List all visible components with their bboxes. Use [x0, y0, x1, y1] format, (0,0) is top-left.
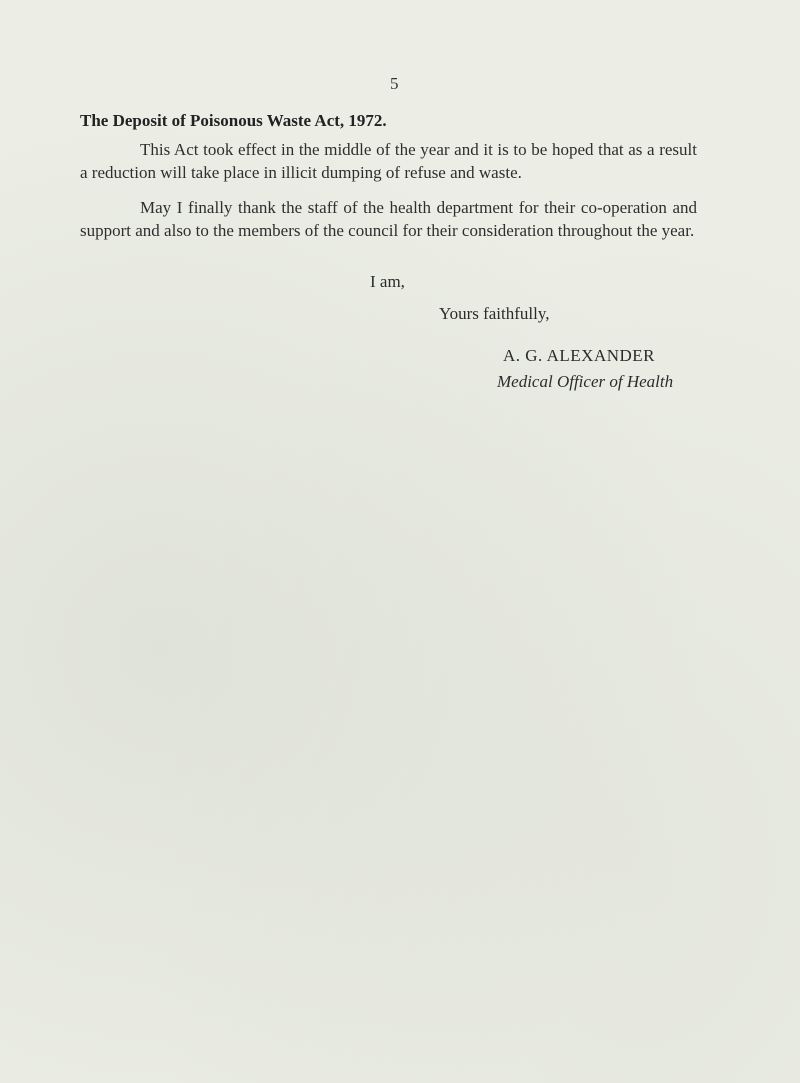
- signature-name: A. G. ALEXANDER: [503, 346, 655, 365]
- section-heading: The Deposit of Poisonous Waste Act, 1972.: [80, 111, 387, 130]
- signature-title: Medical Officer of Health: [497, 372, 674, 391]
- paragraph-act-effect: [80, 138, 697, 184]
- salutation: I am,: [370, 272, 405, 291]
- paragraph-text: This Act took effect in the middle of the year and it is to be hoped that as a result a reduction will take place in illicit dumping of refuse and waste.: [80, 140, 697, 182]
- paragraph-text: May I finally thank the staff of the health department for their co-operation and support and also to the members of the council for their consideration throughout the year.: [80, 198, 697, 240]
- closing: Yours faithfully,: [439, 304, 550, 323]
- paragraph-thanks: [80, 196, 697, 242]
- page-number: 5: [390, 74, 399, 93]
